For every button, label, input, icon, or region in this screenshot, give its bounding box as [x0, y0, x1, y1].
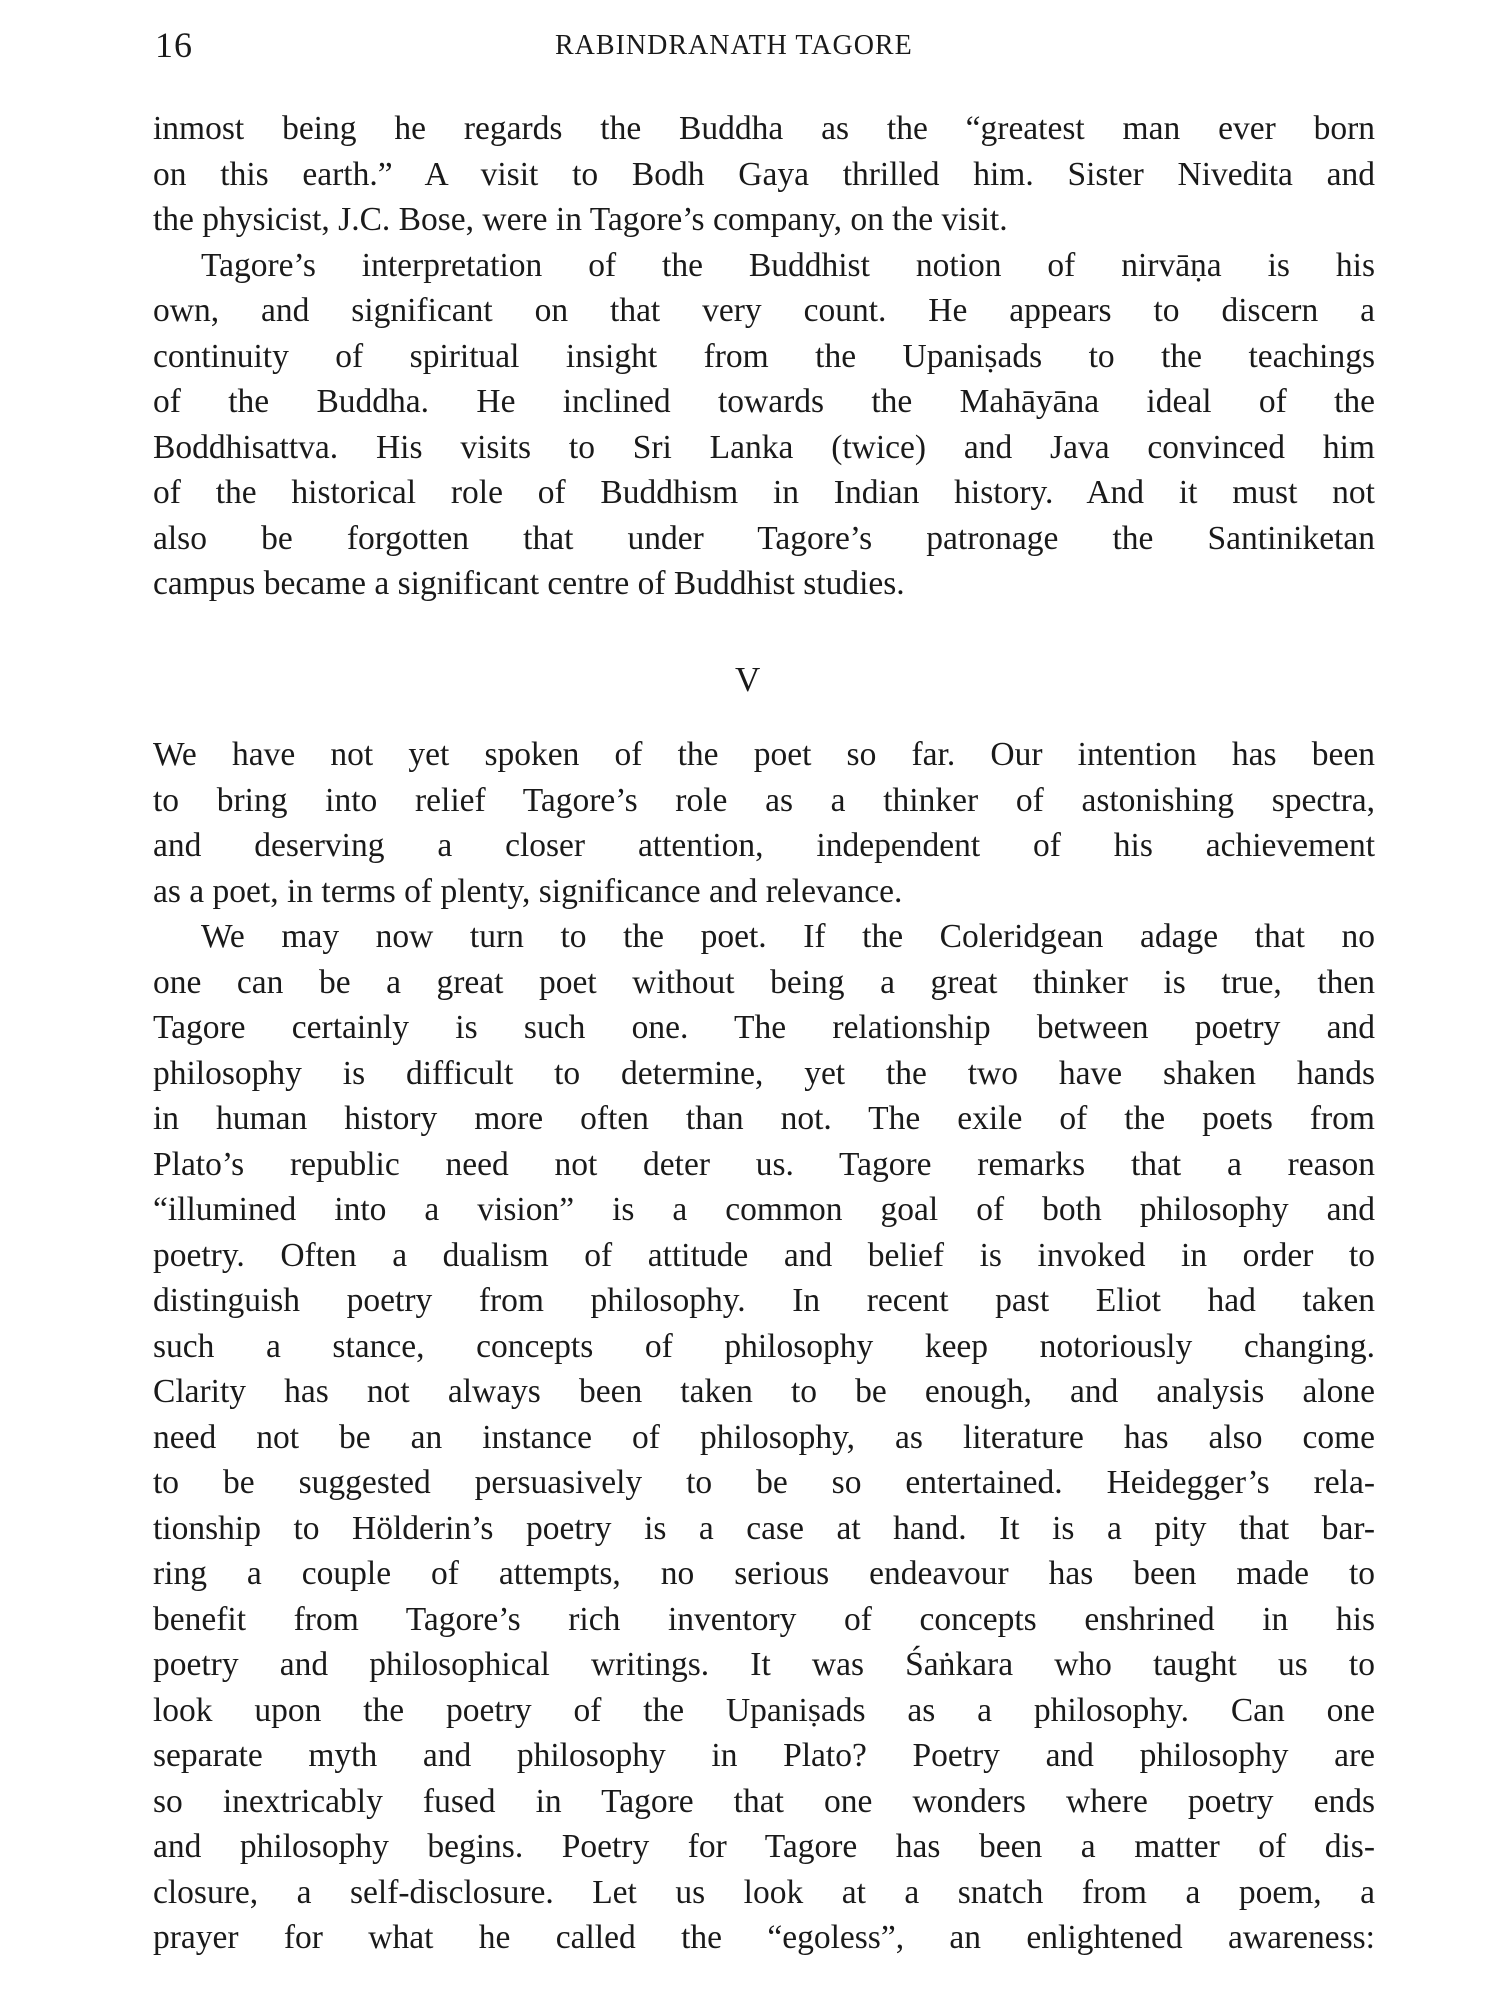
- text-line: tionship to Hölderin’s poetry is a case at hand. It is a pity that bar-: [153, 1509, 1375, 1547]
- paragraph-block-poet: [153, 732, 1375, 1961]
- text-line: as a poet, in terms of plenty, significance and relevance.: [153, 872, 903, 910]
- text-line: ring a couple of attempts, no serious endeavour has been made to: [153, 1555, 1375, 1592]
- text-line: distinguish poetry from philosophy. In recent past Eliot had taken: [153, 1282, 1375, 1319]
- text-line: inmost being he regards the Buddha as the “greatest man ever born: [153, 110, 1375, 147]
- text-line: We may now turn to the poet. If the Coleridgean adage that no: [201, 918, 1375, 955]
- text-line: Tagore certainly is such one. The relationship between poetry and: [153, 1009, 1375, 1046]
- text-line: in human history more often than not. The exile of the poets from: [153, 1100, 1375, 1137]
- text-line: poetry. Often a dualism of attitude and belief is invoked in order to: [153, 1236, 1375, 1274]
- text-line: and philosophy begins. Poetry for Tagore has been a matter of dis-: [153, 1828, 1375, 1865]
- text-line: one can be a great poet without being a great thinker is true, then: [153, 963, 1375, 1001]
- page-number: 16: [155, 25, 193, 65]
- text-line: to be suggested persuasively to be so entertained. Heidegger’s rela-: [153, 1464, 1375, 1501]
- text-line: philosophy is difficult to determine, yet the two have shaken hands: [153, 1054, 1375, 1092]
- text-line: campus became a significant centre of Buddhist studies.: [153, 565, 905, 602]
- text-line: so inextricably fused in Tagore that one wonders where poetry ends: [153, 1782, 1375, 1820]
- paragraph-block-buddhism: [153, 106, 1375, 607]
- running-head: [155, 20, 1370, 70]
- text-line: We have not yet spoken of the poet so far. Our intention has been: [153, 736, 1375, 773]
- running-title: RABINDRANATH TAGORE: [555, 30, 913, 61]
- text-line: continuity of spiritual insight from the Upaniṣads to the teachings: [153, 337, 1375, 375]
- text-line: benefit from Tagore’s rich inventory of concepts enshrined in his: [153, 1600, 1375, 1638]
- text-line: to bring into relief Tagore’s role as a thinker of astonishing spectra,: [153, 781, 1375, 819]
- text-line: “illumined into a vision” is a common goal of both philosophy and: [153, 1191, 1375, 1228]
- text-line: of the Buddha. He inclined towards the Mahāyāna ideal of the: [153, 383, 1375, 420]
- text-line: the physicist, J.C. Bose, were in Tagore’s company, on the visit.: [153, 201, 1008, 238]
- section-heading: V: [735, 660, 761, 699]
- text-line: Boddhisattva. His visits to Sri Lanka (twice) and Java convinced him: [153, 428, 1375, 466]
- text-line: closure, a self-disclosure. Let us look at a snatch from a poem, a: [153, 1873, 1375, 1911]
- text-line: need not be an instance of philosophy, as literature has also come: [153, 1418, 1375, 1456]
- text-line: on this earth.” A visit to Bodh Gaya thrilled him. Sister Nivedita and: [153, 155, 1375, 193]
- text-line: Plato’s republic need not deter us. Tagore remarks that a reason: [153, 1145, 1375, 1183]
- text-line: Tagore’s interpretation of the Buddhist notion of nirvāṇa is his: [201, 246, 1375, 284]
- text-line: prayer for what he called the “egoless”, an enlightened awareness:: [153, 1919, 1375, 1956]
- text-line: own, and significant on that very count. He appears to discern a: [153, 292, 1375, 329]
- text-line: poetry and philosophical writings. It was Śaṅkara who taught us to: [153, 1646, 1375, 1683]
- text-line: also be forgotten that under Tagore’s patronage the Santiniketan: [153, 519, 1375, 557]
- text-line: separate myth and philosophy in Plato? Poetry and philosophy are: [153, 1737, 1375, 1774]
- text-line: such a stance, concepts of philosophy keep notoriously changing.: [153, 1327, 1375, 1365]
- text-line: Clarity has not always been taken to be enough, and analysis alone: [153, 1373, 1375, 1410]
- text-line: of the historical role of Buddhism in Indian history. And it must not: [153, 474, 1375, 511]
- text-line: look upon the poetry of the Upaniṣads as a philosophy. Can one: [153, 1691, 1375, 1729]
- text-line: and deserving a closer attention, independent of his achievement: [153, 827, 1375, 864]
